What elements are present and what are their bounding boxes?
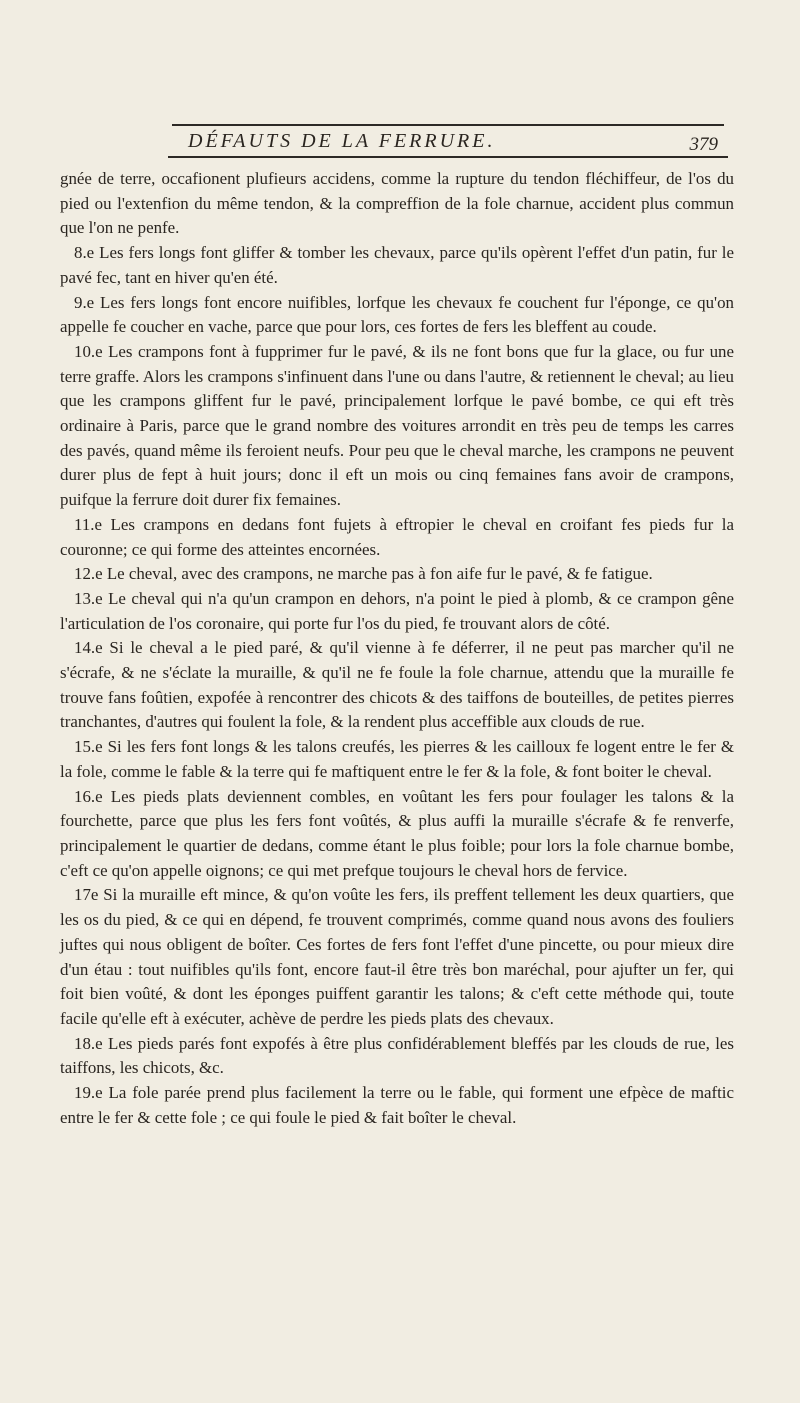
paragraph: 10.e Les crampons font à fupprimer fur le pavé, & ils ne font bons que fur la glace, ou fur une terre graffe. Alors les crampons s'infinuent dans l'une ou dans l'autre, & retiennent le cheval; au lieu que les crampons gliffent fur le pavé, principalement lorfque le pavé bombe, ce qui eft très ordinaire à Paris, parce que le grand nombre des voitures arrondit en très peu de temps les carres des pavés, quand même ils feroient neufs. Pour peu que le cheval marche, les crampons ne peuvent durer plus de fept à huit jours; donc il eft un mois ou cinq femaines fans avoir de crampons, puifque la ferrure doit durer fix femaines. <box>60 341 734 510</box>
header-rule <box>168 156 728 158</box>
page-number: 379 <box>689 134 718 155</box>
paragraph: 12.e Le cheval, avec des crampons, ne marche pas à fon aife fur le pavé, & fe fatigue. <box>74 564 653 584</box>
paragraph: 13.e Le cheval qui n'a qu'un crampon en dehors, n'a point le pied à plomb, & ce crampon gêne l'articulation de l'os coronaire, qui porte fur l'os du pied, fe trouvant alors de côté. <box>60 588 734 633</box>
paragraph: 9.e Les fers longs font encore nuifibles, lorfque les chevaux fe couchent fur l'éponge, ce qu'on appelle fe coucher en vache, parce que pour lors, ces fortes de fers les bleffent au coude. <box>60 292 734 337</box>
paragraph: 17e Si la muraille eft mince, & qu'on voûte les fers, ils preffent tellement les deux quartiers, que les os du pied, & ce qui en dépend, fe trouvent comprimés, comme quand nous avons des fouliers juftes qui nous obligent de boîter. Ces fortes de fers font l'effet d'une pincette, ou pour mieux dire d'un étau : tout nuifibles qu'ils font, encore faut-il être très bon maréchal, pour ajufter un fer, qui foit bien voûté, & dont les éponges puiffent garantir les talons; & c'eft cette méthode qui, toute facile qu'elle eft à exécuter, achève de perdre les pieds plats des chevaux. <box>60 885 734 1028</box>
body-text <box>60 167 734 1130</box>
paragraph: 16.e Les pieds plats deviennent combles, en voûtant les fers pour foulager les talons & la fourchette, parce que plus les fers font voûtés, & plus auffi la muraille s'écrafe & fe renverfe, principalement le quartier de dedans, comme étant le plus foible; pour lors la fole charnue bombe, c'eft ce qu'on appelle oignons; ce qui met prefque toujours le cheval hors de fervice. <box>60 786 734 880</box>
paragraph: 8.e Les fers longs font gliffer & tomber les chevaux, parce qu'ils opèrent l'effet d'un patin, fur le pavé fec, tant en hiver qu'en été. <box>60 243 734 287</box>
paragraph: gnée de terre, occafionent plufieurs accidens, comme la rupture du tendon fléchiffeur, de l'os du pied ou l'extenfion du même tendon, & la compreffion de la fole charnue, accident plus commun que l'on ne penfe. <box>60 169 734 238</box>
running-title: DÉFAUTS DE LA FERRURE. <box>188 130 496 152</box>
paragraph: 19.e La fole parée prend plus facilement la terre ou le fable, qui forment une efpèce de maftic entre le fer & cette fole ; ce qui foule le pied & fait boîter le cheval. <box>60 1083 734 1127</box>
paragraph: 14.e Si le cheval a le pied paré, & qu'il vienne à fe déferrer, il ne peut pas marcher qu'il ne s'écrafe, & ne s'éclate la muraille, & qu'il ne fe foule la fole charnue, attendu que la muraille fe trouve fans foûtien, expofée à rencontrer des chicots & des taiffons de bouteilles, de petites pierres tranchantes, d'autres qui foulent la fole, & la rendent plus acceffible aux clouds de rue. <box>60 638 734 732</box>
paragraph: 18.e Les pieds parés font expofés à être plus confidérablement bleffés par les clouds de rue, les taiffons, les chicots, &c. <box>60 1033 734 1078</box>
paragraph: 15.e Si les fers font longs & les talons creufés, les pierres & les cailloux fe logent entre le fer & la fole, comme le fable & la terre qui fe maftiquent entre le fer & la fole, & font boiter le cheval. <box>60 737 734 781</box>
paragraph: 11.e Les crampons en dedans font fujets à eftropier le cheval en croifant fes pieds fur la couronne; ce qui forme des atteintes encornées. <box>60 514 734 559</box>
page-header <box>168 126 728 160</box>
